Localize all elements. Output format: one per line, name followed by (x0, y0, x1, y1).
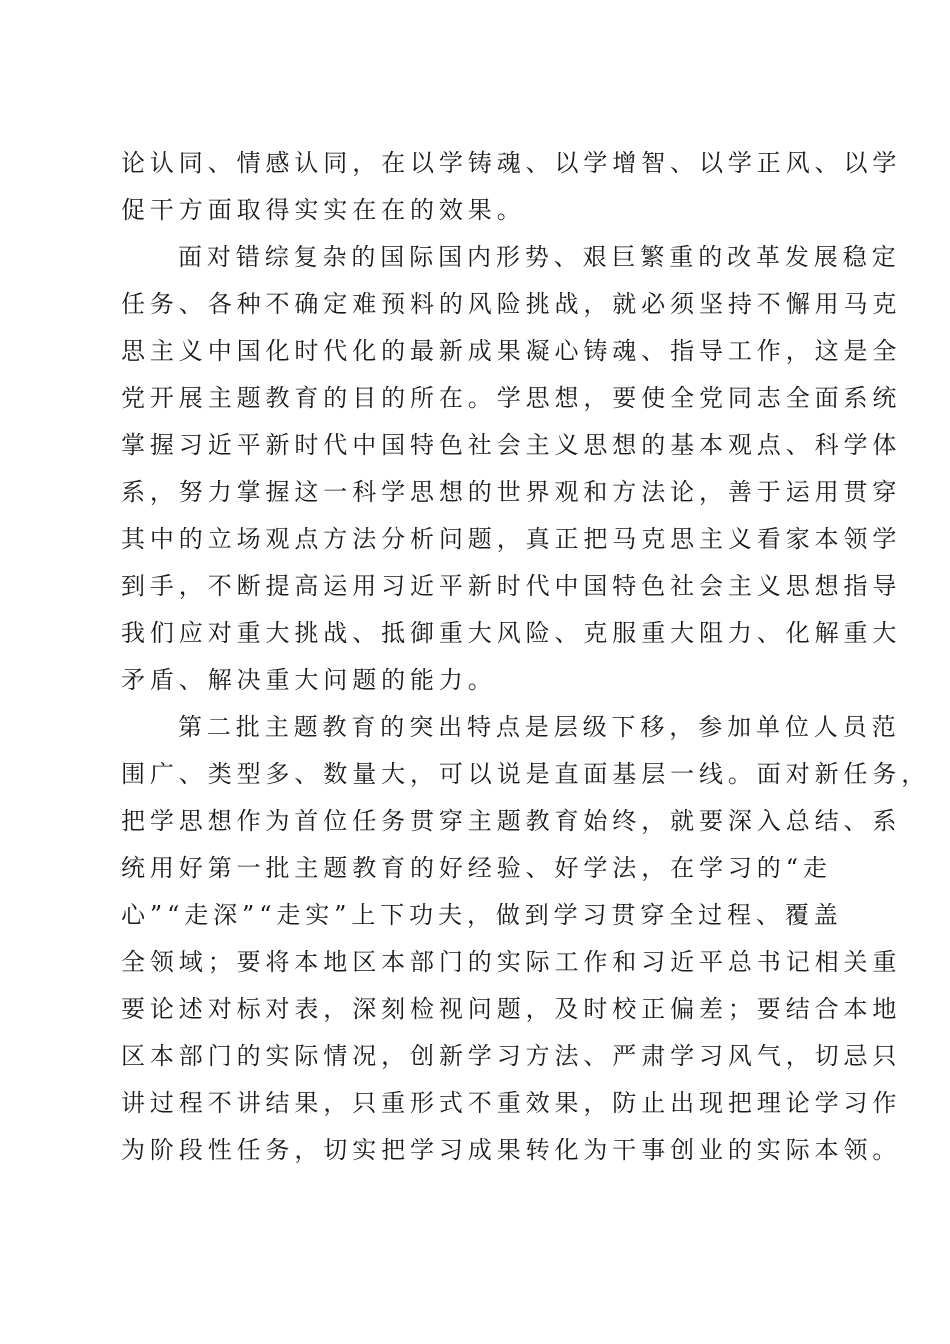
text-line: 到手，不断提高运用习近平新时代中国特色社会主义思想指导 (121, 572, 902, 600)
paragraph-2 (121, 234, 902, 704)
text-line: 其中的立场观点方法分析问题，真正把马克思主义看家本领学 (121, 525, 902, 553)
body-text (121, 140, 931, 1174)
text-line: 促干方面取得实实在在的效果。 (121, 196, 526, 224)
text-line: 掌握习近平新时代中国特色社会主义思想的基本观点、科学体 (121, 431, 902, 459)
paragraph-3 (121, 704, 931, 1174)
paragraph-1 (121, 140, 902, 234)
text-line: 区本部门的实际情况，创新学习方法、严肃学习风气，切忌只 (121, 1042, 902, 1070)
text-line: 任务、各种不确定难预料的风险挑战，就必须坚持不懈用马克 (121, 290, 902, 318)
text-line: 全领域；要将本地区本部门的实际工作和习近平总书记相关重 (121, 948, 902, 976)
text-line: 为阶段性任务，切实把学习成果转化为干事创业的实际本领。 (121, 1136, 902, 1164)
text-line: 把学思想作为首位任务贯穿主题教育始终，就要深入总结、系 (121, 807, 902, 835)
text-line: 面对错综复杂的国际国内形势、艰巨繁重的改革发展稳定 (178, 243, 901, 271)
text-line: 党开展主题教育的目的所在。学思想，要使全党同志全面系统 (121, 384, 902, 412)
text-line: 心”“走深”“走实”上下功夫，做到学习贯穿全过程、覆盖 (121, 901, 843, 929)
text-line: 讲过程不讲结果，只重形式不重效果，防止出现把理论学习作 (121, 1089, 902, 1117)
text-line: 我们应对重大挑战、抵御重大风险、克服重大阻力、化解重大 (121, 619, 902, 647)
text-line: 矛盾、解决重大问题的能力。 (121, 666, 497, 694)
text-line: 系，努力掌握这一科学思想的世界观和方法论，善于运用贯穿 (121, 478, 902, 506)
text-line: 围广、类型多、数量大，可以说是直面基层一线。面对新任务， (121, 760, 931, 788)
text-line: 论认同、情感认同，在以学铸魂、以学增智、以学正风、以学 (121, 149, 902, 177)
text-line: 第二批主题教育的突出特点是层级下移，参加单位人员范 (178, 713, 901, 741)
text-line: 思主义中国化时代化的最新成果凝心铸魂、指导工作，这是全 (121, 337, 902, 365)
text-line: 统用好第一批主题教育的好经验、好学法，在学习的“走 (121, 854, 832, 882)
text-line: 要论述对标对表，深刻检视问题，及时校正偏差；要结合本地 (121, 995, 902, 1023)
